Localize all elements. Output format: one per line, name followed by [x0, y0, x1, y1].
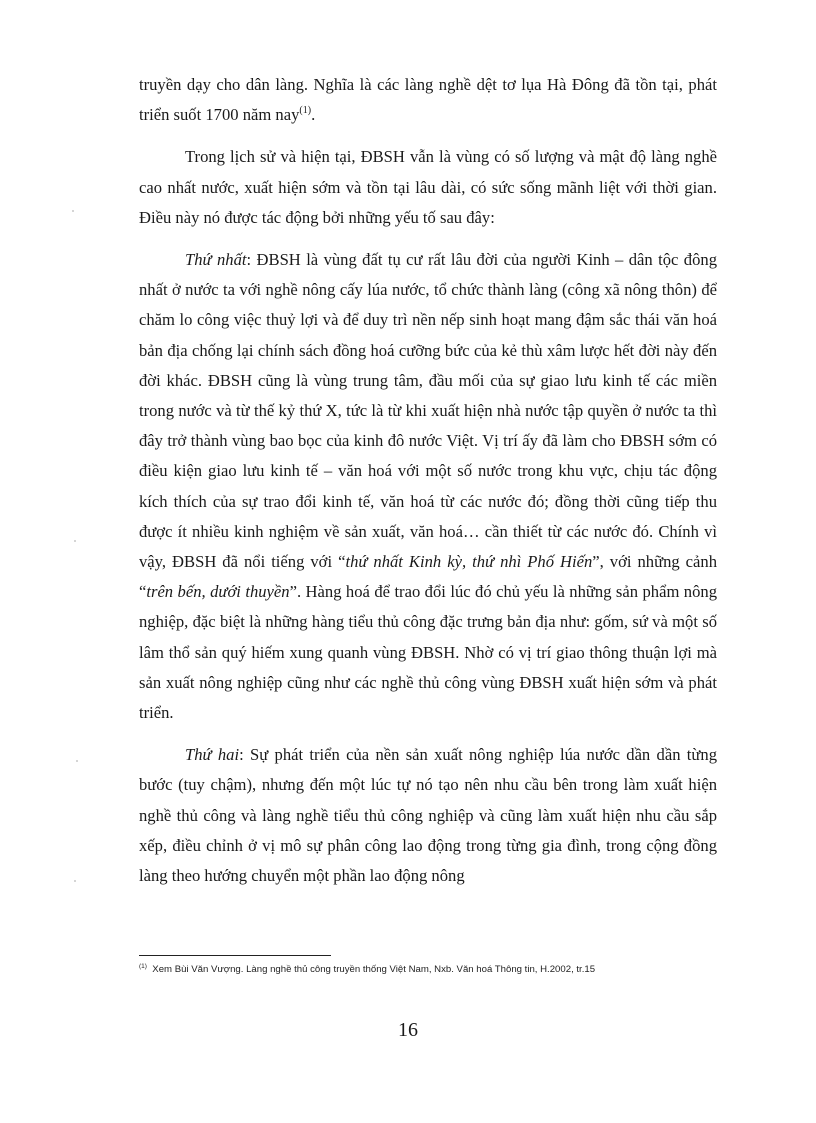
- paragraph-3-quote-2: trên bến, dưới thuyền: [146, 582, 290, 602]
- paragraph-4-lead: Thứ hai: [185, 745, 240, 765]
- paragraph-3: [139, 245, 717, 728]
- paragraph-1-end: .: [311, 105, 316, 125]
- footnote-divider: [139, 955, 331, 956]
- scan-speck: [76, 760, 78, 762]
- scan-speck: [74, 540, 76, 542]
- footnote: [139, 963, 729, 977]
- paragraph-4: [139, 740, 717, 891]
- paragraph-1-text: truyền dạy cho dân làng. Nghĩa là các làng nghề dệt tơ lụa Hà Đông đã tồn tại, phát triển suốt 1700 năm nay: [139, 75, 717, 125]
- paragraph-3-text-a: : ĐBSH là vùng đất tụ cư rất lâu đời của người Kinh – dân tộc đông nhất ở nước ta với nghề nông cấy lúa nước, tổ chức thành làng (công xã nông thôn) để chăm lo công việc thuỷ lợi và để duy trì nền nếp sinh hoạt mang đậm sắc thái văn hoá bản địa chống lại chính sách đồng hoá cưỡng bức của kẻ thù xâm lược hết đời này đến đời khác. ĐBSH cũng là vùng trung tâm, đầu mối của sự giao lưu kinh tế các miền trong nước và từ thế kỷ thứ X, tức là từ khi xuất hiện nhà nước tập quyền ở nước ta thì đây trở thành vùng bao bọc của kinh đô nước Việt. Vị trí ấy đã làm cho ĐBSH sớm có điều kiện giao lưu kinh tế – văn hoá với một số nước trong khu vực, chịu tác động kích thích của sự trao đổi kinh tế, văn hoá từ các nước đó; đồng thời cũng tiếp thu được ít nhiều kinh nghiệm về sản xuất, văn hoá… cần thiết từ các nước đó. Chính vì vậy, ĐBSH đã nổi tiếng với “: [139, 250, 717, 572]
- paragraph-4-text: : Sự phát triển của nền sản xuất nông nghiệp lúa nước dần dần từng bước (tuy chậm), nhưng đến một lúc tự nó tạo nên nhu cầu bên trong làm xuất hiện nghề thủ công và làng nghề tiểu thủ công nghiệp và cũng làm xuất hiện nhu cầu sắp xếp, điều chỉnh ở vị mô sự phân công lao động trong từng gia đình, trong cộng đồng làng theo hướng chuyển một phần lao động nông: [139, 745, 717, 886]
- scan-speck: [74, 880, 76, 882]
- paragraph-1: [139, 70, 717, 130]
- footnote-marker: (1): [139, 963, 147, 970]
- paragraph-2: Trong lịch sử và hiện tại, ĐBSH vẫn là vùng có số lượng và mật độ làng nghề cao nhất nước, xuất hiện sớm và tồn tại lâu dài, có sức sống mãnh liệt với thời gian. Điều này nó được tác động bởi những yếu tố sau đây:: [139, 147, 717, 227]
- paragraph-3-quote-1: thứ nhất Kinh kỳ, thứ nhì Phố Hiến: [345, 552, 593, 572]
- scan-speck: [72, 210, 74, 212]
- paragraph-3-text-c: ”. Hàng hoá để trao đổi lúc đó chủ yếu là những sản phẩm nông nghiệp, đặc biệt là những hàng tiểu thủ công đặc trưng bản địa như: gốm, sứ và một số lâm thổ sản quý hiếm xung quanh vùng ĐBSH. Nhờ có vị trí giao thông thuận lợi mà sản xuất nông nghiệp cũng như các nghề thủ công vùng ĐBSH xuất hiện sớm và phát triển.: [139, 582, 717, 723]
- paragraph-3-text-b: ”, với những cảnh “: [139, 552, 718, 602]
- body-text: [139, 70, 717, 903]
- page-number: 16: [398, 1019, 418, 1041]
- paragraph-3-lead: Thứ nhất: [185, 250, 247, 270]
- footnote-text: Xem Bùi Văn Vượng. Làng nghề thủ công truyền thống Việt Nam, Nxb. Văn hoá Thông tin, H.2002, tr.15: [152, 964, 596, 975]
- footnote-reference: (1): [299, 105, 312, 117]
